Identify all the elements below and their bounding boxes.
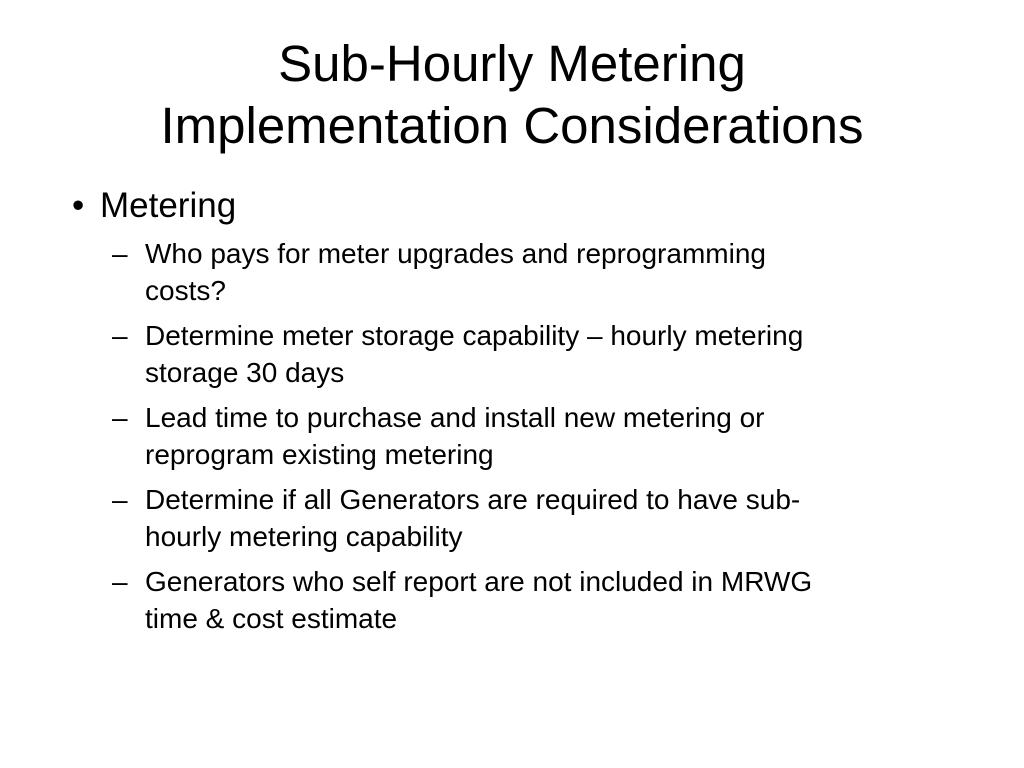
sub-bullet-text-line: Lead time to purchase and install new metering or bbox=[145, 402, 765, 433]
dash-icon: – bbox=[112, 238, 128, 269]
sub-bullet-text-line: Determine if all Generators are required to have sub- bbox=[145, 484, 801, 515]
dash-icon: – bbox=[112, 402, 128, 433]
dash-icon: – bbox=[112, 320, 128, 351]
sub-bullet-text-line: storage 30 days bbox=[145, 357, 345, 388]
sub-bullet-text-line: reprogram existing metering bbox=[145, 439, 494, 470]
sub-bullet-text-line: hourly metering capability bbox=[145, 521, 463, 552]
sub-bullet-text-line: time & cost estimate bbox=[145, 603, 398, 634]
sub-bullet-text-line: costs? bbox=[145, 275, 226, 306]
sub-bullet-text-line: Generators who self report are not included in MRWG bbox=[145, 566, 813, 597]
bullet-label: Metering bbox=[100, 186, 237, 225]
dash-icon: – bbox=[112, 566, 128, 597]
sub-bullet-text-line: Who pays for meter upgrades and reprogramming bbox=[145, 238, 766, 269]
bullet-dot-icon: • bbox=[72, 186, 85, 225]
sub-bullet-text-line: Determine meter storage capability – hourly metering bbox=[145, 320, 804, 351]
slide-title-line-2: Implementation Considerations bbox=[160, 97, 864, 154]
slide-title-line-1: Sub-Hourly Metering bbox=[278, 35, 746, 92]
dash-icon: – bbox=[112, 484, 128, 515]
